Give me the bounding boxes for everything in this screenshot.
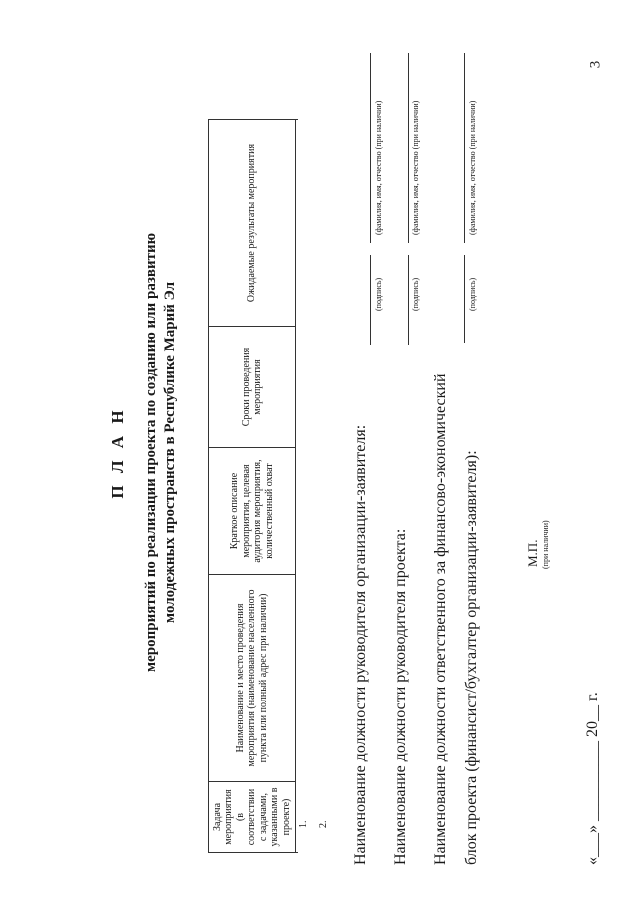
date-field[interactable]: «___» __________ 20__ г. bbox=[584, 692, 601, 865]
applicant-head-label: Наименование должности руководителя организации-заявителя: bbox=[352, 424, 369, 865]
document-subtitle-line-1: мероприятий по реализации проекта по созданию или развитию bbox=[143, 232, 159, 673]
stamp-label: М.П. bbox=[525, 539, 540, 567]
header-description: Краткое описание мероприятия, целевая аудитория мероприятия, количественный охват bbox=[209, 448, 296, 575]
document-title: П Л А Н bbox=[108, 406, 127, 499]
signature-caption: (подпись) bbox=[411, 277, 420, 311]
name-line[interactable] bbox=[392, 53, 409, 243]
signature-caption: (подпись) bbox=[374, 277, 383, 311]
header-name-place: Наименование и место проведения мероприятия (наименование населенного пункта или полный адрес при наличии) bbox=[209, 575, 296, 782]
finance-head-label-line-1: Наименование должности ответственного за финансово-экономический bbox=[432, 373, 449, 865]
row-number: 1. bbox=[298, 820, 309, 828]
project-head-label: Наименование должности руководителя проекта: bbox=[392, 528, 409, 865]
signature-caption: (подпись) bbox=[468, 277, 477, 311]
document-subtitle-line-2: молодежных пространств в Республике Марий Эл bbox=[162, 281, 178, 624]
signature-line[interactable] bbox=[354, 255, 371, 345]
stamp-note: (при наличии) bbox=[541, 520, 550, 569]
signature-line[interactable] bbox=[448, 255, 465, 343]
finance-head-label-line-2: блок проекта (финансист/бухгалтер организации-заявителя): bbox=[463, 450, 480, 865]
name-caption: (фамилия, имя, отчество (при наличии) bbox=[411, 100, 420, 235]
table-row bbox=[296, 120, 299, 853]
name-line[interactable] bbox=[354, 53, 371, 243]
name-caption: (фамилия, имя, отчество (при наличии) bbox=[374, 100, 383, 235]
name-caption: (фамилия, имя, отчество (при наличии) bbox=[468, 100, 477, 235]
table-header-row bbox=[209, 120, 296, 853]
name-line[interactable] bbox=[448, 53, 465, 243]
plan-table bbox=[208, 119, 298, 853]
row-number: 2. bbox=[318, 820, 329, 828]
header-task: Задача мероприятия (в соответствии с задачами, указанными в проекте) bbox=[209, 782, 296, 853]
page-number: 3 bbox=[587, 60, 604, 69]
header-results: Ожидаемые результаты мероприятия bbox=[209, 120, 296, 327]
signature-line[interactable] bbox=[392, 255, 409, 345]
header-dates: Сроки проведения мероприятия bbox=[209, 327, 296, 448]
